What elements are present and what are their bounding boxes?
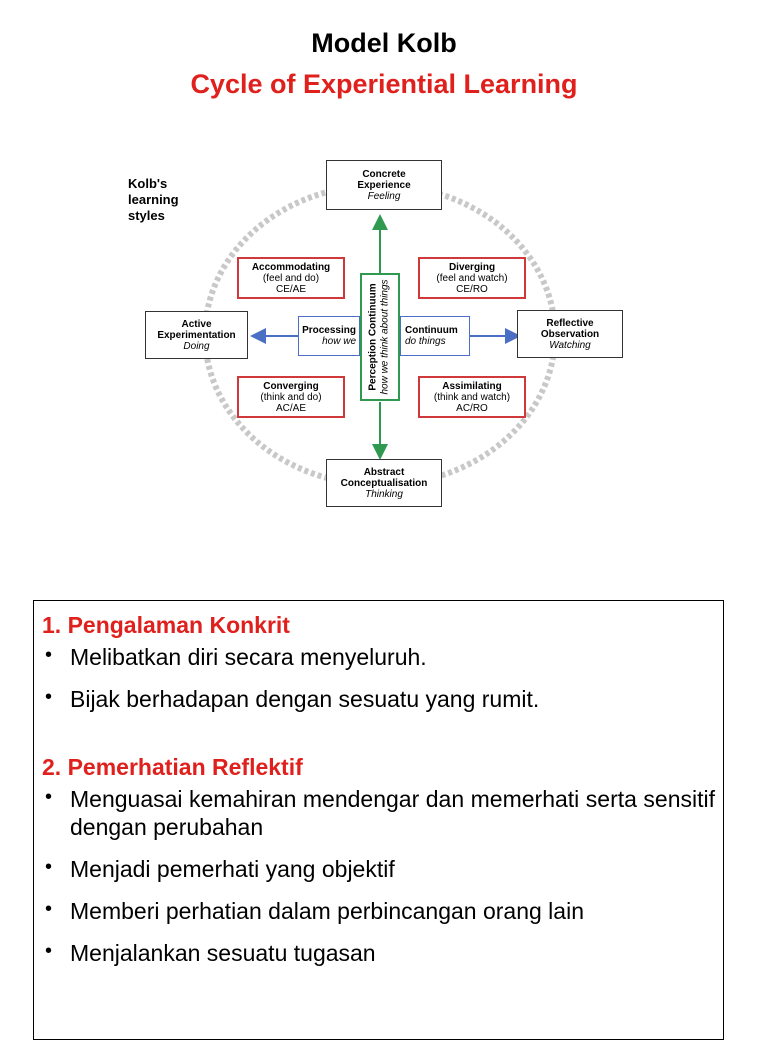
learning-stages-panel — [33, 600, 724, 1040]
page-title: Model Kolb — [311, 28, 457, 58]
processing-continuum-right: Continuum do things — [400, 316, 470, 356]
list-item: • Menjalankan sesuatu tugasan — [45, 940, 376, 966]
abstract-conceptualisation-box: Abstract Conceptualisation Thinking — [326, 459, 442, 507]
processing-continuum-left: Processing how we — [298, 316, 360, 356]
reflective-observation-box: Reflective Observation Watching — [517, 310, 623, 358]
list-item: • Memberi perhatian dalam perbincangan orang lain — [45, 898, 584, 924]
page-subtitle: Cycle of Experiential Learning — [190, 69, 578, 99]
list-item: • Menguasai kemahiran mendengar dan memerhati serta sensitif dengan perubahan — [45, 786, 715, 840]
converging-box: Converging (think and do) AC/AE — [237, 376, 345, 418]
assimilating-box: Assimilating (think and watch) AC/RO — [418, 376, 526, 418]
section-heading: 1. Pengalaman Konkrit — [42, 612, 290, 638]
kolb-cycle-diagram — [120, 150, 640, 520]
active-experimentation-box: Active Experimentation Doing — [145, 311, 248, 359]
diverging-box: Diverging (feel and watch) CE/RO — [418, 257, 526, 299]
list-item: • Melibatkan diri secara menyeluruh. — [45, 644, 427, 670]
section-heading: 2. Pemerhatian Reflektif — [42, 754, 303, 780]
kolb-styles-label: Kolb's learning styles — [128, 176, 179, 223]
list-item: • Menjadi pemerhati yang objektif — [45, 856, 395, 882]
perception-continuum-text: Perception Continuum how we think about things — [368, 279, 392, 395]
list-item: • Bijak berhadapan dengan sesuatu yang rumit. — [45, 686, 540, 712]
bullet-list — [42, 785, 715, 967]
accommodating-box: Accommodating (feel and do) CE/AE — [237, 257, 345, 299]
bullet-list — [42, 643, 715, 713]
concrete-experience-box: Concrete Experience Feeling — [326, 160, 442, 210]
